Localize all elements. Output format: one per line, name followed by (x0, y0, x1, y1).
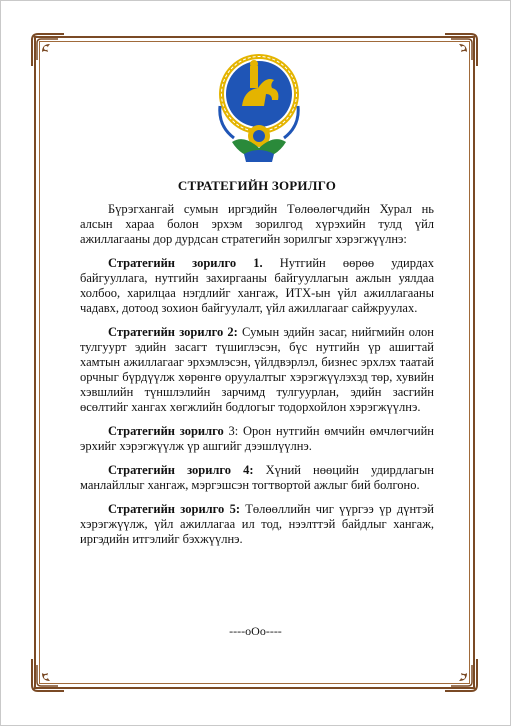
end-mark: ----oOo---- (229, 624, 282, 638)
goal-label: Стратегийн зорилго 4: (108, 463, 254, 477)
goal-label: Стратегийн зорилго 2: (108, 325, 238, 339)
goal-paragraph-1 (80, 256, 434, 316)
goal-label: Стратегийн зорилго (108, 424, 224, 438)
goal-text: Нутгийн өөрөө удирдах байгууллага, нутгийн захиргааны байгууллагын ажлын уялдаа холбоо, харилцаа нэгдлийг хангаж, ИТХ-ын үйл ажиллагааны чадавх, дотоод зохион байгуулалт, үйл ажиллагааг сайжруулах. (80, 256, 434, 315)
goal-text: 3: Орон нутгийн өмчийн өмчлөгчийн эрхийг хэрэгжүүлж үр ашгийг дээшлүүлнэ. (80, 424, 434, 453)
ornament-corner-icon (28, 655, 68, 695)
goal-paragraph-3 (80, 424, 434, 454)
document-body (80, 178, 434, 556)
goal-paragraph-2 (80, 325, 434, 415)
goal-text: Сумын эдийн засаг, нийгмийн олон тулгуурт эдийн засагт түшиглэсэн, бүс нутгийн үр ашигтай хамтын ажиллагааг эрхэмлэсэн, үйлдвэрлэл, бизнес эрхлэх таатай орчныг бүрдүүлж хөрөнгө оруулалтыг хэрэгжүүлэхэд төр, хувийн хэвшлийн түншлэлийн зарчимд тулгуурлан, эдийн засгийн өсөлтийг хангах хөгжлийн бодлогыг тодорхойлон хэрэгжүүлнэ. (80, 325, 434, 414)
goal-label: Стратегийн зорилго 5: (108, 502, 240, 516)
goal-paragraph-4 (80, 463, 434, 493)
goal-text: Хүний нөөцийн удирдлагын манлайллыг хангаж, мэргэшсэн тогтвортой ажлыг бий болгоно. (80, 463, 434, 492)
intro-paragraph: Бүрэгхангай сумын иргэдийн Төлөөлөгчдийн Хурал нь алсын хараа болон эрхэм зорилгод хүрэхийн тулд үйл ажиллагааны дор дурдсан стратегийн зорилгыг хэрэгжүүлнэ: (80, 202, 434, 246)
mongolia-state-emblem-icon (214, 46, 304, 166)
ornament-corner-icon (441, 30, 481, 70)
goal-text: Төлөөллийн чиг үүргээ үр дүнтэй хэрэгжүүлж, үйл ажиллагаа ил тод, нээлттэй байдлыг хангаж, иргэдийн итгэлийг бэхжүүлнэ. (80, 502, 434, 546)
page-title: СТРАТЕГИЙН ЗОРИЛГО (177, 178, 337, 193)
ornament-corner-icon (28, 30, 68, 70)
ornament-corner-icon (441, 655, 481, 695)
goal-paragraph-5 (80, 502, 434, 547)
goal-label: Стратегийн зорилго 1. (108, 256, 263, 270)
